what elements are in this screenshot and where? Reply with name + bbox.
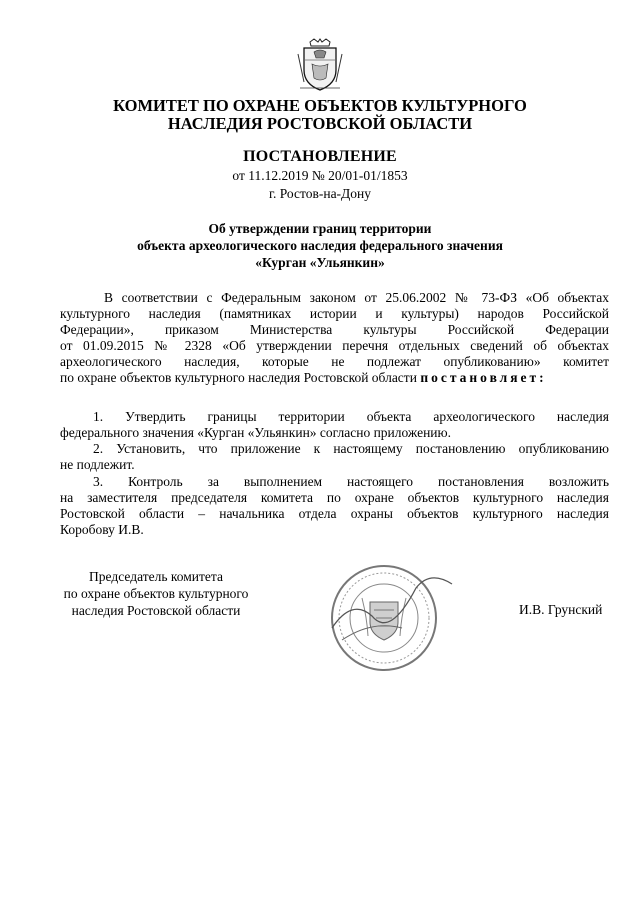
- signatory-position-1: Председатель комитета: [89, 569, 223, 584]
- item-2-line: не подлежит.: [60, 457, 135, 472]
- document-number: от 11.12.2019 № 20/01-01/1853: [232, 168, 408, 183]
- decree-word: постановляет:: [420, 370, 547, 385]
- subject-line-2: объекта археологического наследия федерального значения: [137, 238, 503, 253]
- document-title: ПОСТАНОВЛЕНИЕ: [243, 148, 397, 165]
- committee-name-line-2: НАСЛЕДИЯ РОСТОВСКОЙ ОБЛАСТИ: [167, 114, 473, 133]
- preamble-line: археологического наследия, которые не подлежат опубликованию» комитет: [60, 354, 609, 369]
- item-3-line: Ростовской области – начальника отдела охраны объектов культурного наследия: [60, 506, 609, 521]
- committee-name-line-1: КОМИТЕТ ПО ОХРАНЕ ОБЪЕКТОВ КУЛЬТУРНОГО: [113, 96, 527, 115]
- item-1-line: 1. Утвердить границы территории объекта археологического наследия: [93, 409, 609, 424]
- preamble-line: культурного наследия (памятниках истории и культуры) народов Российской: [60, 306, 609, 321]
- preamble-text: по охране объектов культурного наследия Ростовской области: [60, 370, 417, 385]
- item-2-line: 2. Установить, что приложение к настоящему постановлению опубликованию: [93, 441, 609, 456]
- document-city: г. Ростов-на-Дону: [268, 186, 371, 201]
- preamble-line: В соответствии с Федеральным законом от 25.06.2002 № 73-ФЗ «Об объектах: [104, 290, 609, 305]
- preamble-line: Федерации», приказом Министерства культуры Российской Федерации: [60, 322, 609, 337]
- signatory-position-3: наследия Ростовской области: [71, 603, 241, 618]
- preamble-line: от 01.09.2015 № 2328 «Об утверждении перечня отдельных сведений об объектах: [60, 338, 609, 353]
- coat-of-arms-icon: [296, 38, 344, 92]
- subject-line-3: «Курган «Ульянкин»: [255, 255, 385, 270]
- item-3-line: 3. Контроль за выполнением настоящего постановления возложить: [93, 474, 609, 489]
- item-1-line: федерального значения «Курган «Ульянкин» согласно приложению.: [60, 425, 451, 440]
- official-seal-icon: [312, 558, 462, 678]
- preamble-line: [60, 370, 547, 386]
- signatory-position-2: по охране объектов культурного: [63, 586, 249, 601]
- item-3-line: на заместителя председателя комитета по охране объектов культурного наследия: [60, 490, 609, 505]
- subject-line-1: Об утверждении границ территории: [208, 221, 432, 236]
- item-3-line: Коробову И.В.: [60, 522, 144, 537]
- signatory-name: И.В. Грунский: [519, 602, 603, 617]
